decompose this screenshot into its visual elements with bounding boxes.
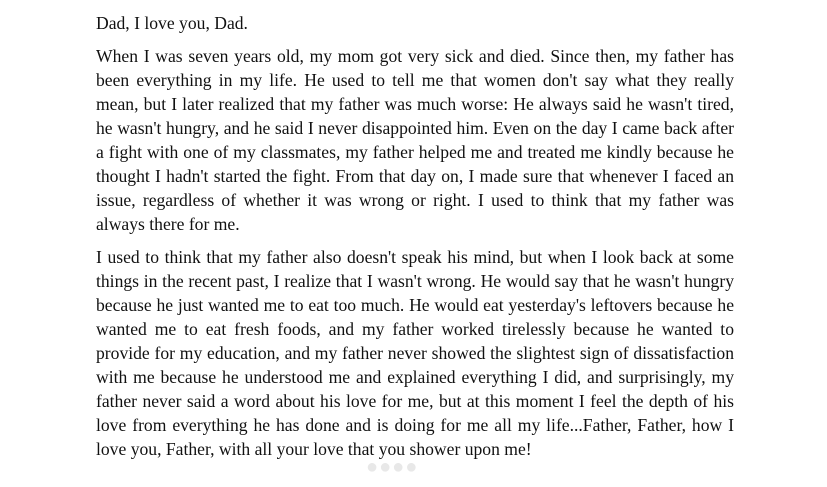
watermark-logo: ●●●● [366, 456, 419, 478]
document-body [96, 11, 734, 470]
paragraph-1: When I was seven years old, my mom got very sick and died. Since then, my father has been everything in my life. He used to tell me that women don't say what they really mean, but I later realized that my father was much worse: He always said he wasn't tired, he wasn't hungry, and he said I never disappointed him. Even on the day I came back after a fight with one of my classmates, my father helped me and treated me kindly because he thought I hadn't started the fight. From that day on, I made sure that whenever I faced an issue, regardless of whether it was wrong or right. I used to think that my father was always there for me. [96, 46, 734, 234]
paragraph-2: I used to think that my father also doesn't speak his mind, but when I look back at some things in the recent past, I realize that I wasn't wrong. He would say that he wasn't hungry because he just wanted me to eat too much. He would eat yesterday's leftovers because he wanted me to eat fresh foods, and my father worked tirelessly because he wanted to provide for my education, and my father never showed the slightest sign of dissatisfaction with me because he understood me and explained everything I did, and surprisingly, my father never said a word about his love for me, but at this moment I feel the depth of his love from everything he has done and is doing for me all my life...Father, Father, how I love you, Father, with all your love that you shower upon me! [96, 247, 734, 459]
document-title: Dad, I love you, Dad. [96, 13, 248, 33]
